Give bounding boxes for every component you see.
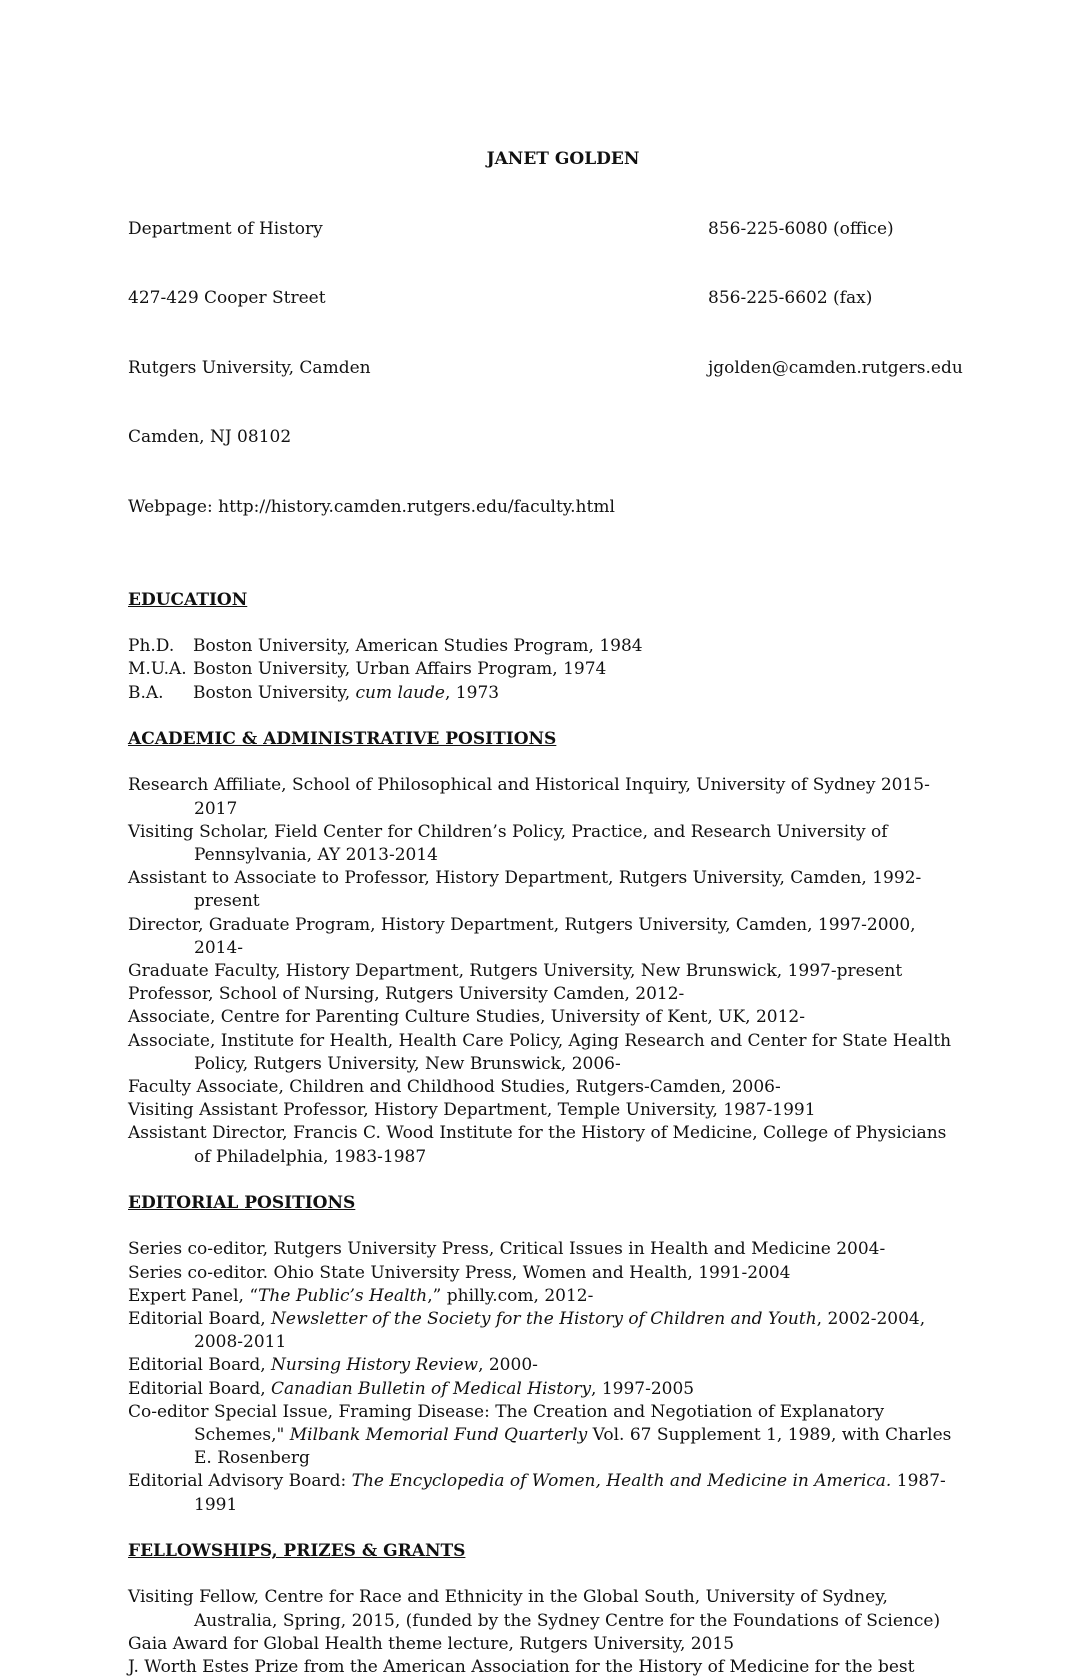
position-entry: Visiting Assistant Professor, History Department, Temple University, 1987-1991 xyxy=(128,1100,816,1121)
position-entry: Assistant Director, Francis C. Wood Institute for the History of Medicine, College of Physicians of Philadelphia, 1983-1987 xyxy=(128,1123,947,1167)
degree-detail: Boston University, American Studies Program, 1984 xyxy=(193,636,643,657)
editorial-entry: Editorial Board, Nursing History Review, 2000- xyxy=(128,1355,538,1376)
education-item xyxy=(128,682,958,705)
degree: Ph.D. xyxy=(128,636,175,657)
fellowships-list xyxy=(128,1586,958,1679)
fax-number: 856-225-6602 (fax) xyxy=(708,288,873,309)
office-phone: 856-225-6080 (office) xyxy=(708,218,894,239)
fellowship-entry: Gaia Award for Global Health theme lecture, Rutgers University, 2015 xyxy=(128,1633,735,1654)
degree: B.A. xyxy=(128,682,164,703)
cv-page xyxy=(128,148,963,1679)
address-block xyxy=(128,171,615,565)
editorial-entry: Editorial Advisory Board: The Encyclopedia of Women, Health and Medicine in America. 1987-1991 xyxy=(128,1471,946,1515)
address-line: Department of History xyxy=(128,218,323,239)
fellowship-entry: J. Worth Estes Prize from the American Association for the History of Medicine for the best xyxy=(128,1657,915,1678)
address-line: Camden, NJ 08102 xyxy=(128,427,292,448)
editorial-entry: Co-editor Special Issue, Framing Disease: The Creation and Negotiation of Explanatory Schemes," Milbank Memorial Fund Quarterly Vol. 67 Supplement 1, 1989, with Charles E. Rosenberg xyxy=(128,1401,952,1469)
cv-name: JANET GOLDEN xyxy=(486,149,640,169)
address-line: Rutgers University, Camden xyxy=(128,357,371,378)
position-entry: Professor, School of Nursing, Rutgers University Camden, 2012- xyxy=(128,984,685,1005)
phone-email-block xyxy=(708,171,963,565)
education-list xyxy=(128,635,958,705)
academic-positions-heading: ACADEMIC & ADMINISTRATIVE POSITIONS xyxy=(128,729,557,750)
academic-positions-list xyxy=(128,774,958,1168)
position-entry: Visiting Scholar, Field Center for Children’s Policy, Practice, and Research University of Pennsylvania, AY 2013-2014 xyxy=(128,821,888,866)
editorial-positions-heading: EDITORIAL POSITIONS xyxy=(128,1193,356,1214)
position-entry: Faculty Associate, Children and Childhood Studies, Rutgers-Camden, 2006- xyxy=(128,1077,781,1098)
degree-detail: Boston University, cum laude, 1973 xyxy=(193,682,500,703)
education-item xyxy=(128,658,958,681)
fellowship-entry: Visiting Fellow, Centre for Race and Ethnicity in the Global South, University of Sydney, Australia, Spring, 2015, (funded by the Sydney Centre for the Foundations of Science) xyxy=(128,1587,941,1631)
education-heading: EDUCATION xyxy=(128,589,248,610)
fellowships-heading: FELLOWSHIPS, PRIZES & GRANTS xyxy=(128,1541,466,1562)
degree-detail: Boston University, Urban Affairs Program, 1974 xyxy=(193,659,607,680)
position-entry: Director, Graduate Program, History Department, Rutgers University, Camden, 1997-2000, 2014- xyxy=(128,914,916,958)
editorial-entry: Expert Panel, “The Public’s Health,” philly.com, 2012- xyxy=(128,1285,594,1306)
position-entry: Associate, Centre for Parenting Culture Studies, University of Kent, UK, 2012- xyxy=(128,1007,805,1028)
position-entry: Graduate Faculty, History Department, Rutgers University, New Brunswick, 1997-present xyxy=(128,961,903,982)
editorial-entry: Series co-editor, Rutgers University Press, Critical Issues in Health and Medicine 2004- xyxy=(128,1239,886,1260)
editorial-entry: Editorial Board, Newsletter of the Society for the History of Children and Youth, 2002-2004, 2008-2011 xyxy=(128,1309,926,1353)
position-entry: Assistant to Associate to Professor, History Department, Rutgers University, Camden, 1992-present xyxy=(128,868,922,912)
contact-block xyxy=(128,171,963,565)
editorial-positions-list xyxy=(128,1238,958,1516)
email-address: jgolden@camden.rutgers.edu xyxy=(708,357,963,378)
education-item xyxy=(128,635,958,658)
editorial-entry: Editorial Board, Canadian Bulletin of Medical History, 1997-2005 xyxy=(128,1378,695,1399)
editorial-entry: Series co-editor. Ohio State University Press, Women and Health, 1991-2004 xyxy=(128,1262,791,1283)
position-entry: Associate, Institute for Health, Health Care Policy, Aging Research and Center for State Health Policy, Rutgers University, New Brunswick, 2006- xyxy=(128,1030,952,1074)
position-entry: Research Affiliate, School of Philosophical and Historical Inquiry, University of Sydney 2015-2017 xyxy=(128,775,930,819)
address-line: 427-429 Cooper Street xyxy=(128,288,326,309)
degree: M.U.A. xyxy=(128,659,187,680)
webpage-line: Webpage: http://history.camden.rutgers.edu/faculty.html xyxy=(128,497,615,518)
